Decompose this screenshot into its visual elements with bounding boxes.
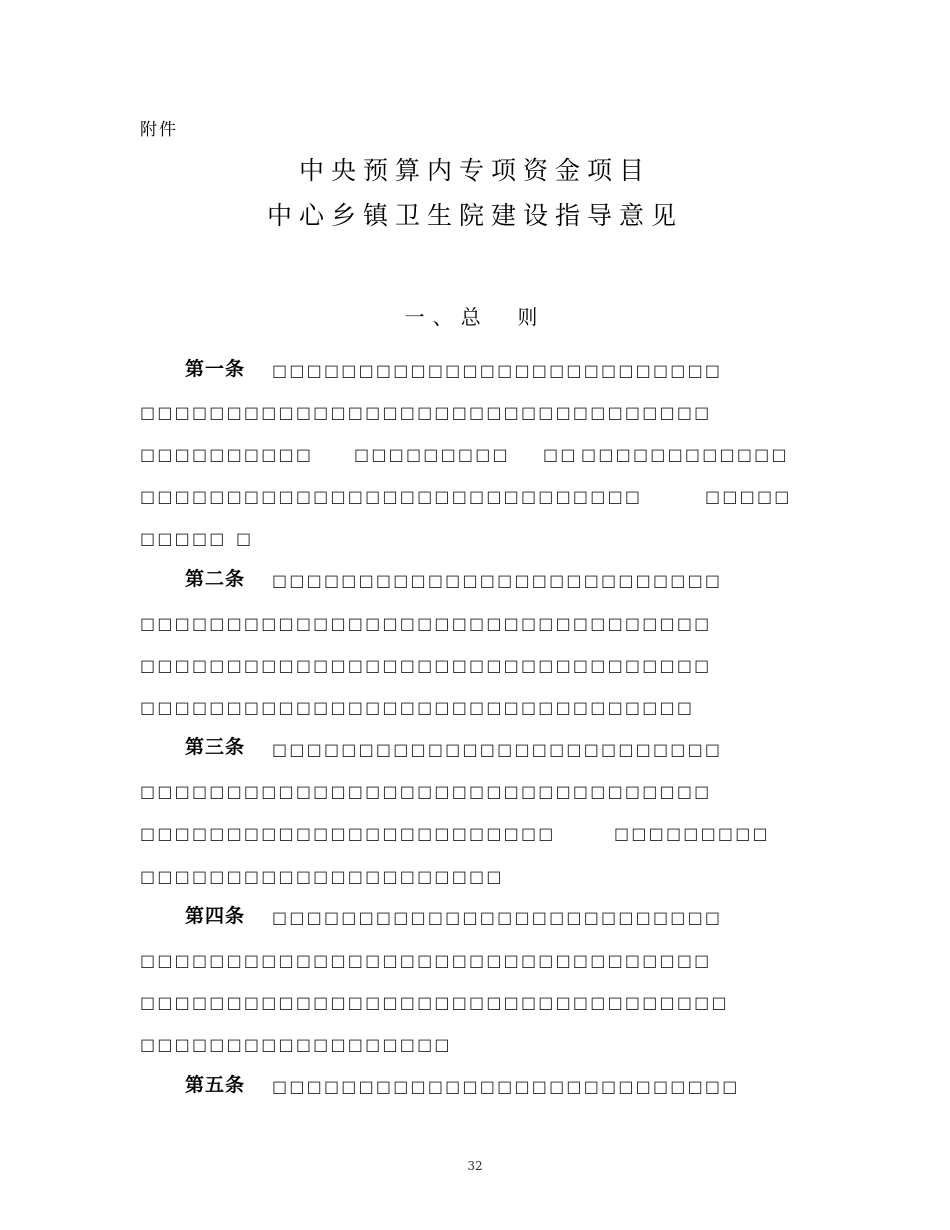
article-3-line-3b: □□□□□□□□□ xyxy=(614,824,770,843)
article-1-label: 第一条 xyxy=(185,358,246,380)
article-1-line-4b: □□□□□ xyxy=(705,487,792,506)
article-1-line-3d: □□□□□□□□□□□□ xyxy=(581,445,789,464)
article-2-line-2: □□□□□□□□□□□□□□□□□□□□□□□□□□□□□□□□□ xyxy=(140,614,712,633)
article-3-line-3a: □□□□□□□□□□□□□□□□□□□□□□□□ xyxy=(140,824,556,843)
article-4-line-4: □□□□□□□□□□□□□□□□□□ xyxy=(140,1035,452,1054)
article-2-line-4: □□□□□□□□□□□□□□□□□□□□□□□□□□□□□□□□ xyxy=(140,698,695,717)
article-5-line-1: □□□□□□□□□□□□□□□□□□□□□□□□□□□ xyxy=(272,1077,740,1096)
article-2-line-1: □□□□□□□□□□□□□□□□□□□□□□□□□□ xyxy=(272,571,723,590)
article-2-label: 第二条 xyxy=(185,568,246,590)
article-4-line-1: □□□□□□□□□□□□□□□□□□□□□□□□□□ xyxy=(272,908,723,927)
article-4-label: 第四条 xyxy=(185,905,246,927)
article-2-line-3: □□□□□□□□□□□□□□□□□□□□□□□□□□□□□□□□□ xyxy=(140,656,712,675)
article-3-line-2: □□□□□□□□□□□□□□□□□□□□□□□□□□□□□□□□□ xyxy=(140,782,712,801)
document-title-line-2: 中心乡镇卫生院建设指导意见 xyxy=(266,201,683,230)
article-1-line-3b: □□□□□□□□□ xyxy=(354,445,510,464)
article-4-line-2: □□□□□□□□□□□□□□□□□□□□□□□□□□□□□□□□□ xyxy=(140,951,712,970)
article-1-line-3a: □□□□□□□□□□ xyxy=(140,445,314,464)
article-1-line-4a: □□□□□□□□□□□□□□□□□□□□□□□□□□□□□ xyxy=(140,487,643,506)
article-4-line-3: □□□□□□□□□□□□□□□□□□□□□□□□□□□□□□□□□□ xyxy=(140,993,729,1012)
article-1-line-3c: □□ xyxy=(543,445,578,464)
article-5-label: 第五条 xyxy=(185,1074,246,1096)
document-title-line-1: 中央预算内专项资金项目 xyxy=(298,156,651,185)
article-1-line-2: □□□□□□□□□□□□□□□□□□□□□□□□□□□□□□□□□ xyxy=(140,403,712,422)
article-3-line-1: □□□□□□□□□□□□□□□□□□□□□□□□□□ xyxy=(272,740,723,759)
article-3-line-4: □□□□□□□□□□□□□□□□□□□□□ xyxy=(140,867,504,886)
section-heading: 一、总 则 xyxy=(404,305,546,329)
article-1-line-5a: □□□□□ xyxy=(140,529,227,548)
article-1-line-1: □□□□□□□□□□□□□□□□□□□□□□□□□□ xyxy=(272,361,723,380)
annex-label: 附件 xyxy=(140,120,178,140)
article-3-label: 第三条 xyxy=(185,736,246,758)
article-1-line-5b: □ xyxy=(236,529,254,548)
page-number: 32 xyxy=(467,1159,483,1173)
